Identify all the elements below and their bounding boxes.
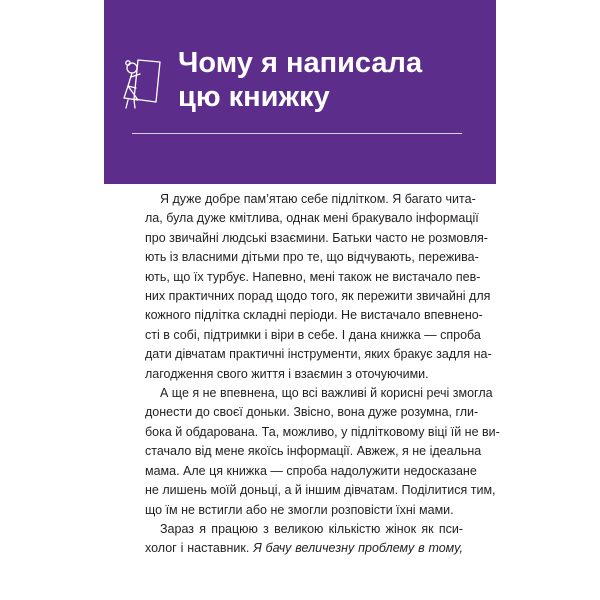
text-line: що їм не встигли або не змогли розповісти їхні мами. [145, 502, 454, 517]
text-line: бока й обдарована. Та, можливо, у підлітковому віці їй не ви- [145, 424, 500, 439]
text-line: лагодження свого життя і взаємин з оточуючими. [145, 366, 429, 381]
text-line: дати дівчатам практичні інструменти, яких бракує задля на- [145, 347, 492, 362]
text-line: про звичайні людські взаємини. Батьки часто не розмовля- [145, 230, 488, 245]
text-line: А ще я не впевнена, що всі важливі й корисні речі змогла [160, 386, 493, 401]
text-line: не лишень моїй доньці, а й іншим дівчатам. Поділитися тим, [145, 483, 496, 498]
italic-text-segment: Я бачу величезну проблему в тому, [253, 541, 463, 556]
text-line: мама. Але ця книжка — спроба надолужити недосказане [145, 463, 477, 478]
title-divider [132, 133, 462, 134]
text-line: ють, що їх турбує. Напевно, мені також не вистачало пев- [145, 269, 481, 284]
chapter-title-line: цю книжку [178, 81, 330, 113]
text-line: ла, була дуже кмітлива, однак мені бракувало інформації [145, 211, 479, 226]
girl-with-mirror-icon [116, 52, 172, 112]
chapter-title [178, 46, 422, 114]
text-line [145, 539, 463, 558]
text-line: кожного підлітка складні періоди. Не вистачало впевнено- [145, 308, 483, 323]
text-segment: холог і наставник. [145, 541, 254, 556]
text-line: Зараз я працюю з великою кількістю жінок як пси- [160, 521, 463, 536]
chapter-title-line: Чому я написала [178, 47, 423, 79]
text-line: ють із власними дітьми про те, що відчувають, пережива- [145, 250, 479, 265]
text-line: Я дуже добре пам’ятаю себе підлітком. Я багато чита- [160, 192, 476, 206]
text-line: них практичних порад щодо того, як пережити звичайні для [145, 289, 491, 304]
text-line: донести до своєї доньки. Звісно, вона дуже розумна, гли- [145, 405, 479, 420]
body-text [145, 190, 500, 559]
text-line: стачало від мене якоїсь інформації. Авжеж, я не ідеальна [145, 444, 482, 459]
text-line: сті в собі, підтримки і віри в себе. І дана книжка — спроба [145, 327, 481, 342]
chapter-header [104, 0, 496, 184]
